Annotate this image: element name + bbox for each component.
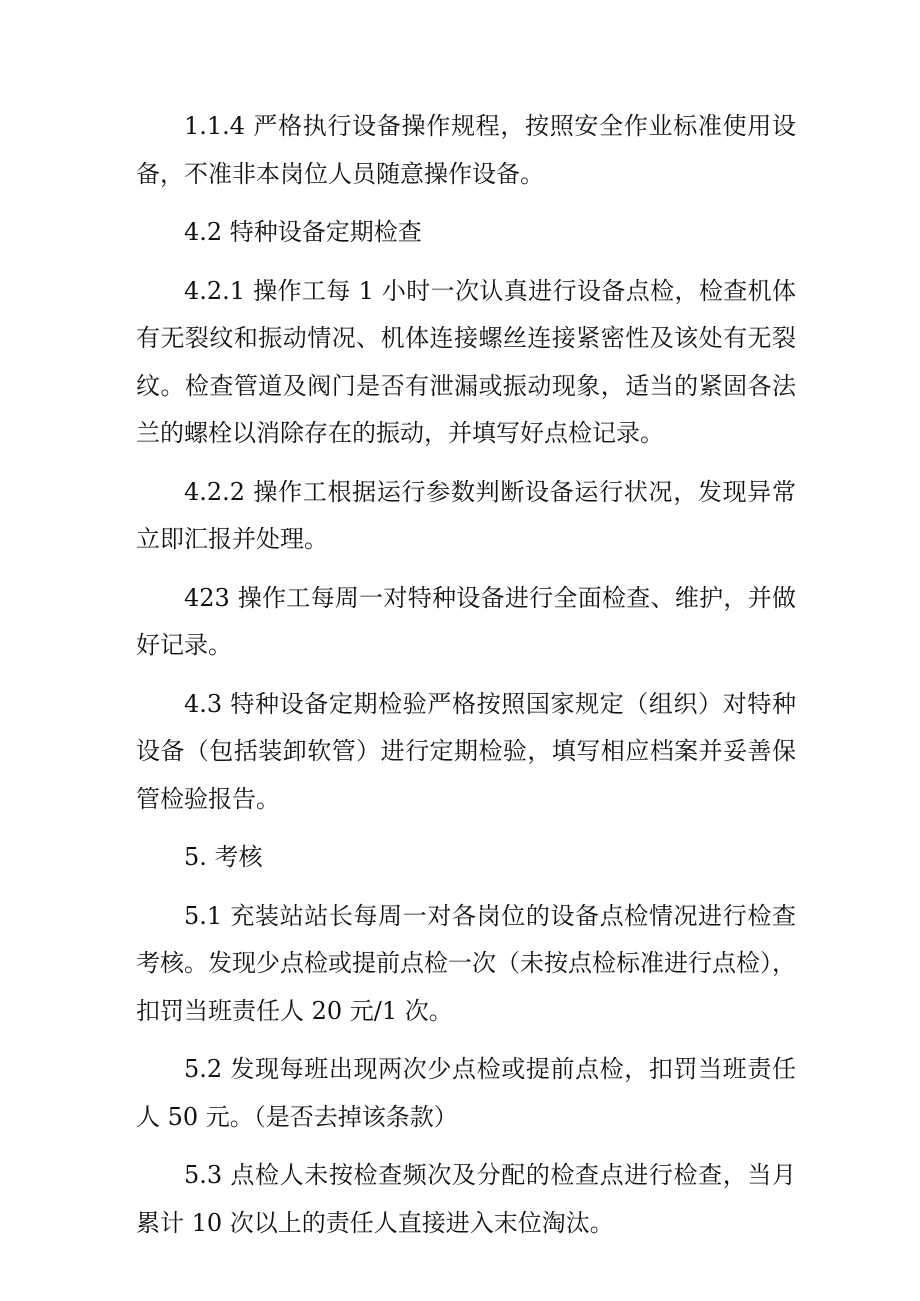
paragraph-4-3: 4.3 特种设备定期检验严格按照国家规定（组织）对特种设备（包括装卸软管）进行定期检验，填写相应档案并妥善保管检验报告。	[136, 689, 796, 813]
document-body	[136, 103, 796, 1258]
paragraph-4-2-1: 4.2.1 操作工每 1 小时一次认真进行设备点检，检查机体有无裂纹和振动情况、机体连接螺丝连接紧密性及该处有无裂纹。检查管道及阀门是否有泄漏或振动现象，适当的紧固各法兰的螺栓以消除存在的振动，并填写好点检记录。	[136, 276, 796, 447]
paragraph-5-1: 5.1 充装站站长每周一对各岗位的设备点检情况进行检查考核。发现少点检或提前点检一次（未按点检标准进行点检），扣罚当班责任人 20 元/1 次。	[136, 901, 796, 1025]
heading-4-2: 4.2 特种设备定期检查	[184, 218, 422, 246]
paragraph-4-2-2: 4.2.2 操作工根据运行参数判断设备运行状况，发现异常立即汇报并处理。	[136, 477, 796, 553]
paragraph-5-3: 5.3 点检人未按检查频次及分配的检查点进行检查，当月累计 10 次以上的责任人直接进入末位淘汰。	[136, 1161, 796, 1237]
paragraph-1-1-4: 1.1.4 严格执行设备操作规程，按照安全作业标准使用设备，不准非本岗位人员随意操作设备。	[136, 112, 796, 188]
paragraph-5-2: 5.2 发现每班出现两次少点检或提前点检，扣罚当班责任人 50 元。（是否去掉该条款）	[136, 1055, 796, 1131]
heading-5: 5. 考核	[184, 843, 263, 871]
paragraph-4-2-3: 423 操作工每周一对特种设备进行全面检查、维护，并做好记录。	[136, 583, 796, 659]
